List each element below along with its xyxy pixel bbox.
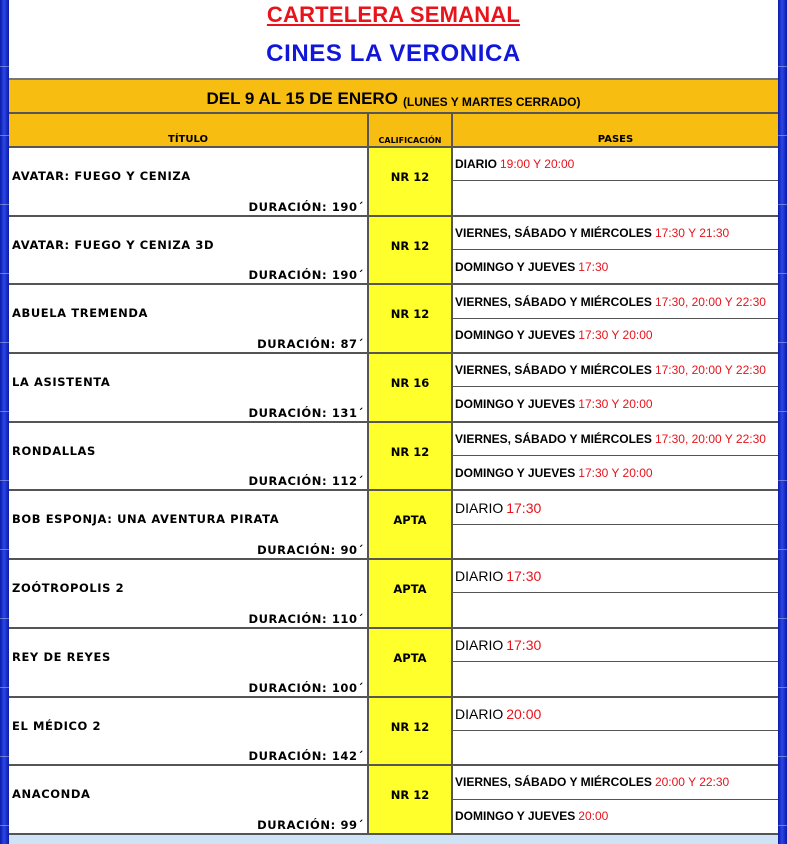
movie-duration: DURACIÓN: 112´ [248,474,364,489]
movie-row [9,148,778,217]
movie-title-cell [9,423,369,490]
showtime-times: 20:00 [506,705,542,722]
movie-row [9,217,778,286]
movie-pases-cell [453,766,778,833]
movie-pases-cell [453,285,778,352]
showtime-times: 17:30 Y 20:00 [578,328,653,343]
showtime-days: VIERNES, SÁBADO Y MIÉRCOLES [455,431,652,446]
movie-rating: NR 12 [369,698,453,765]
movie-title-cell [9,354,369,421]
showtime-days: DIARIO [455,636,504,653]
movie-name: AVATAR: FUEGO Y CENIZA [12,169,191,183]
showtime-times: 17:30 Y 20:00 [578,397,653,412]
movie-pases-cell [453,354,778,421]
week-dates: DEL 9 AL 15 DE ENERO [206,89,398,108]
movie-title-cell [9,560,369,627]
showtime-line [453,250,778,283]
week-note: (LUNES Y MARTES CERRADO) [402,95,581,109]
showtime-line [453,456,778,489]
showtime-line [453,491,778,524]
showtime-days: DOMINGO Y JUEVES [455,328,576,343]
showtime-days: DOMINGO Y JUEVES [455,397,576,412]
showtime-times: 19:00 Y 20:00 [500,157,575,172]
page-title: CARTELERA SEMANAL [266,2,521,27]
movie-name: ANACONDA [12,787,91,802]
movie-title-cell [9,217,369,284]
movie-title-cell [9,285,369,352]
movie-duration: DURACIÓN: 131´ [248,405,364,420]
showtime-days: VIERNES, SÁBADO Y MIÉRCOLES [455,225,652,240]
showtime-times: 17:30 [506,568,542,585]
showtime-line [453,698,778,731]
showtime-days: VIERNES, SÁBADO Y MIÉRCOLES [455,363,652,378]
movie-rating: NR 12 [369,148,453,215]
movie-rating: NR 12 [369,766,453,833]
movie-pases-cell [453,560,778,627]
movie-name: LA ASISTENTA [12,375,111,390]
showtime-days: DOMINGO Y JUEVES [455,259,576,274]
cinema-name: CINES LA VERONICA [266,40,521,67]
column-header-rating: CALIFICACIÓN [369,114,453,146]
showtime-times: 17:30 [506,636,542,653]
movie-title-cell [9,698,369,765]
showtime-times: 17:30 Y 21:30 [654,225,730,240]
showtime-days: DIARIO [455,499,504,516]
showtime-days: DIARIO [455,568,504,585]
showtime-line [453,731,778,764]
movie-pases-cell [453,629,778,696]
movie-pases-cell [453,217,778,284]
showtime-days: DIARIO [455,705,504,722]
showtime-times: 17:30, 20:00 Y 22:30 [654,294,766,309]
showtime-line [453,525,778,558]
footer-strip [9,835,778,844]
movie-row [9,285,778,354]
showtime-line [453,662,778,695]
movie-name: EL MÉDICO 2 [12,718,102,733]
movie-rating: NR 12 [369,285,453,352]
showtime-times: 20:00 [578,809,609,824]
showtime-times: 20:00 Y 22:30 [654,775,730,790]
movie-row [9,354,778,423]
showtime-line [453,593,778,626]
movie-title-cell [9,148,369,215]
header [9,0,778,80]
right-frame-bar [778,0,787,844]
movie-title-cell [9,491,369,558]
movie-name: RONDALLAS [12,443,96,458]
movie-duration: DURACIÓN: 110´ [248,611,364,626]
movie-pases-cell [453,423,778,490]
showtime-line [453,387,778,420]
movie-duration: DURACIÓN: 90´ [257,543,364,558]
column-headers [9,114,778,148]
week-band [9,80,778,114]
showtime-line [453,354,778,387]
movie-title-cell [9,766,369,833]
movie-row [9,423,778,492]
movie-duration: DURACIÓN: 87´ [257,337,364,352]
showtime-line [453,629,778,662]
movie-row [9,560,778,629]
movie-pases-cell [453,491,778,558]
showtime-times: 17:30, 20:00 Y 22:30 [654,431,766,446]
movie-row [9,629,778,698]
movie-rating: APTA [369,491,453,558]
showtime-days: DOMINGO Y JUEVES [455,809,576,824]
movie-row [9,491,778,560]
showtime-line [453,423,778,456]
movie-rating: APTA [369,629,453,696]
movie-row [9,698,778,767]
showtime-times: 17:30 Y 20:00 [578,465,653,480]
movie-rating: NR 16 [369,354,453,421]
movie-rating: NR 12 [369,423,453,490]
movie-pases-cell [453,148,778,215]
showtime-line [453,766,778,799]
showtime-line [453,148,778,181]
movie-name: REY DE REYES [12,649,111,664]
showtime-times: 17:30 [578,259,609,274]
schedule-table [9,148,778,835]
showtime-line [453,560,778,593]
movie-name: AVATAR: FUEGO Y CENIZA 3D [12,237,215,252]
showtime-line [453,800,778,833]
showtime-line [453,181,778,214]
left-frame-bar [0,0,9,844]
showtime-days: VIERNES, SÁBADO Y MIÉRCOLES [455,294,652,309]
movie-name: ABUELA TREMENDA [12,306,149,321]
movie-name: BOB ESPONJA: UNA AVENTURA PIRATA [12,512,280,527]
showtime-days: DOMINGO Y JUEVES [455,465,576,480]
movie-rating: NR 12 [369,217,453,284]
column-header-title: TÍTULO [9,114,369,146]
schedule-page [9,0,778,844]
showtime-times: 17:30, 20:00 Y 22:30 [654,363,766,378]
movie-duration: DURACIÓN: 100´ [248,680,364,695]
column-header-pases: PASES [597,134,634,145]
movie-title-cell [9,629,369,696]
movie-duration: DURACIÓN: 142´ [248,749,364,764]
movie-row [9,766,778,835]
showtime-line [453,319,778,352]
showtime-days: VIERNES, SÁBADO Y MIÉRCOLES [455,775,652,790]
showtime-times: 17:30 [506,499,542,516]
movie-name: ZOÓTROPOLIS 2 [12,581,125,596]
movie-pases-cell [453,698,778,765]
movie-duration: DURACIÓN: 99´ [257,817,364,832]
showtime-line [453,285,778,318]
showtime-line [453,217,778,250]
movie-rating: APTA [369,560,453,627]
movie-duration: DURACIÓN: 190´ [248,199,364,214]
showtime-days: DIARIO [455,157,497,172]
movie-duration: DURACIÓN: 190´ [248,268,364,283]
